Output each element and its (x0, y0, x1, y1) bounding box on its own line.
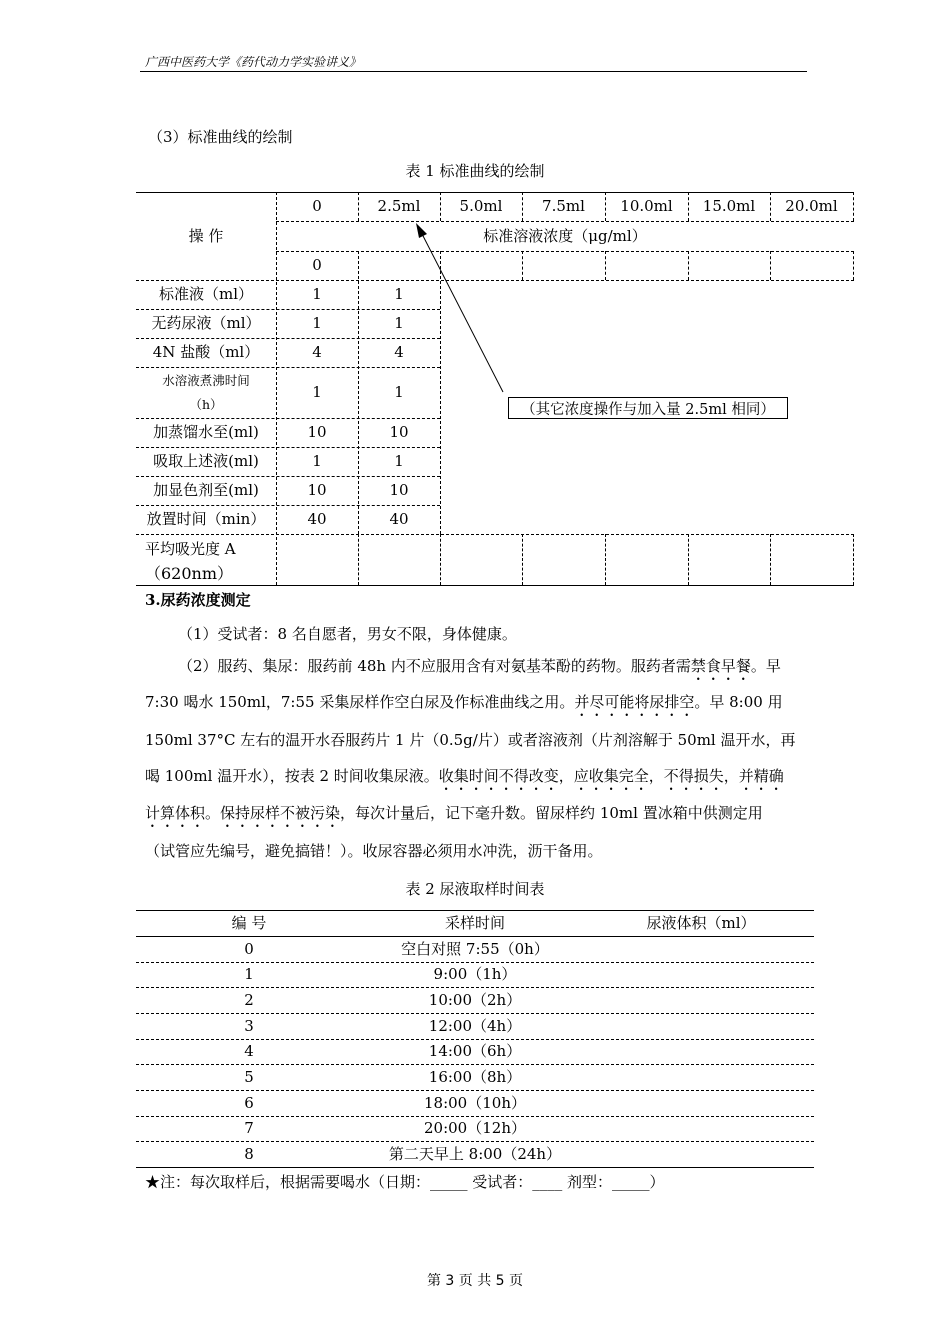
t1-volume-cell: 2.5ml (377, 197, 421, 216)
t2-row-no: 2 (244, 990, 254, 1009)
emphasis: 禁食早餐 (690, 657, 751, 675)
t2-row-no: 5 (244, 1067, 254, 1086)
t1-row-label: 加蒸馏水至(ml) (153, 423, 259, 442)
t1-conc-label: 标准溶液浓度（μg/ml） (483, 226, 647, 245)
t2-row-time: 14:00（6h） (428, 1042, 522, 1061)
t1-cell: 1 (394, 285, 404, 304)
text: ，每次计量后，记下毫升数。留尿样约 10ml 置冰箱中供测定用 (340, 804, 763, 822)
t1-cell: 1 (312, 285, 322, 304)
urine-paragraph-2-line-4 (145, 758, 807, 794)
t1-volume-cell: 20.0ml (785, 197, 838, 216)
urine-paragraph-2-line-5 (145, 795, 807, 831)
t1-row-label: 吸取上述液(ml) (153, 452, 259, 471)
t1-row-label: 标准液（ml） (158, 285, 254, 304)
t1-op-label: 操 作 (188, 226, 224, 245)
note-arrow (0, 0, 950, 600)
t2-header-no: 编 号 (231, 913, 267, 932)
urine-paragraph-2-line-2 (145, 684, 807, 720)
emphasis: 收集时间不得改变，应收集完全，不得损失，并精确 (438, 767, 784, 785)
t2-row-no: 0 (244, 939, 254, 958)
table2-note: ★注：每次取样后，根据需要喝水（日期：_____ 受试者：____ 剂型：_____） (145, 1173, 665, 1191)
t1-volume-cell: 15.0ml (702, 197, 756, 216)
emphasis: 并尽可能将尿排空 (574, 693, 695, 711)
t2-row-time: 16:00（8h） (428, 1067, 522, 1086)
t1-row-label: 水溶液煮沸时间（h） (162, 372, 250, 412)
urine-section-heading: 3.尿药浓度测定 (145, 591, 251, 609)
t2-row-no: 1 (244, 965, 254, 984)
t1-row-label: 加显色剂至(ml) (153, 481, 259, 500)
text: 。 (205, 804, 221, 822)
t1-cell: 10 (389, 481, 409, 500)
t1-volume-cell: 0 (312, 197, 322, 216)
t1-conc-first: 0 (312, 256, 322, 275)
text: 。早 8:00 用 (694, 693, 783, 711)
t2-row-no: 7 (244, 1119, 254, 1138)
t2-row-no: 8 (244, 1144, 254, 1163)
t2-row-no: 3 (244, 1016, 254, 1035)
running-header: 广西中医药大学《药代动力学实验讲义》 (145, 55, 362, 69)
urine-paragraph-1: （1）受试者：8 名自愿者，男女不限，身体健康。 (178, 625, 517, 643)
t2-row-time: 10:00（2h） (428, 990, 522, 1009)
t1-row-label: 放置时间（min） (146, 510, 266, 529)
emphasis: 计算体积 (145, 804, 206, 822)
table1-caption: 表 1 标准曲线的绘制 (405, 162, 545, 180)
table2-caption: 表 2 尿液取样时间表 (405, 880, 545, 898)
text: 喝 100ml 温开水），按表 2 时间收集尿液。 (145, 767, 439, 785)
t1-cell: 1 (312, 314, 322, 333)
t1-absorbance-label: 平均吸光度 A (145, 540, 236, 558)
t2-bottom-rule (136, 1167, 814, 1168)
t2-row-time: 18:00（10h） (424, 1093, 526, 1112)
t1-cell: 40 (307, 510, 327, 529)
t2-row-no: 6 (244, 1093, 254, 1112)
t1-cell: 1 (394, 452, 404, 471)
section-heading-standard-curve: （3）标准曲线的绘制 (148, 128, 293, 146)
t1-row-label: 4N 盐酸（ml） (152, 343, 260, 362)
t2-row-time: 空白对照 7:55（0h） (401, 939, 549, 958)
t1-cell: 1 (312, 383, 322, 402)
urine-paragraph-2-line-6 (145, 833, 807, 869)
t1-cell: 10 (389, 423, 409, 442)
t1-cell: 1 (394, 314, 404, 333)
t2-row-time: 9:00（1h） (433, 965, 517, 984)
t1-absorbance-wavelength: （620nm） (145, 564, 234, 583)
urine-paragraph-2-line-3 (145, 722, 807, 758)
t1-volume-cell: 5.0ml (459, 197, 503, 216)
t1-row-label: 无药尿液（ml） (151, 314, 261, 333)
t1-volume-cell: 7.5ml (542, 197, 585, 216)
t2-header-time: 采样时间 (444, 913, 505, 932)
text: 150ml 37°C 左右的温开水吞服药片 1 片（0.5g/片）或者溶液剂（片剂溶解于 50ml 温开水，再 (145, 731, 796, 749)
text: （2）服药、集尿：服药前 48h 内不应服用含有对氨基苯酚的药物。服药者需 (178, 657, 691, 675)
page-number: 第 3 页 共 5 页 (426, 1273, 524, 1289)
t1-cell: 1 (394, 383, 404, 402)
text: 。早 (750, 657, 781, 675)
t1-note-box: （其它浓度操作与加入量 2.5ml 相同） (508, 397, 788, 419)
t2-row-time: 第二天早上 8:00（24h） (388, 1144, 562, 1163)
t1-cell: 1 (312, 452, 322, 471)
t1-cell: 10 (307, 423, 327, 442)
text: （试管应先编号，避免搞错！）。收尿容器必须用水冲洗，沥干备用。 (145, 842, 603, 860)
text: 7:30 喝水 150ml，7:55 采集尿样作空白尿及作标准曲线之用。 (145, 693, 575, 711)
emphasis: 保持尿样不被污染 (220, 804, 341, 822)
t1-cell: 4 (312, 343, 322, 362)
t1-cell: 4 (394, 343, 404, 362)
urine-paragraph-2-line-1 (145, 648, 807, 684)
t1-cell: 10 (307, 481, 327, 500)
t1-cell: 40 (389, 510, 409, 529)
t1-volume-cell: 10.0ml (620, 197, 673, 216)
t2-header-volume: 尿液体积（ml） (646, 913, 756, 932)
t2-row-time: 20:00（12h） (424, 1119, 526, 1138)
t2-row-time: 12:00（4h） (428, 1016, 522, 1035)
t2-row-no: 4 (244, 1042, 254, 1061)
